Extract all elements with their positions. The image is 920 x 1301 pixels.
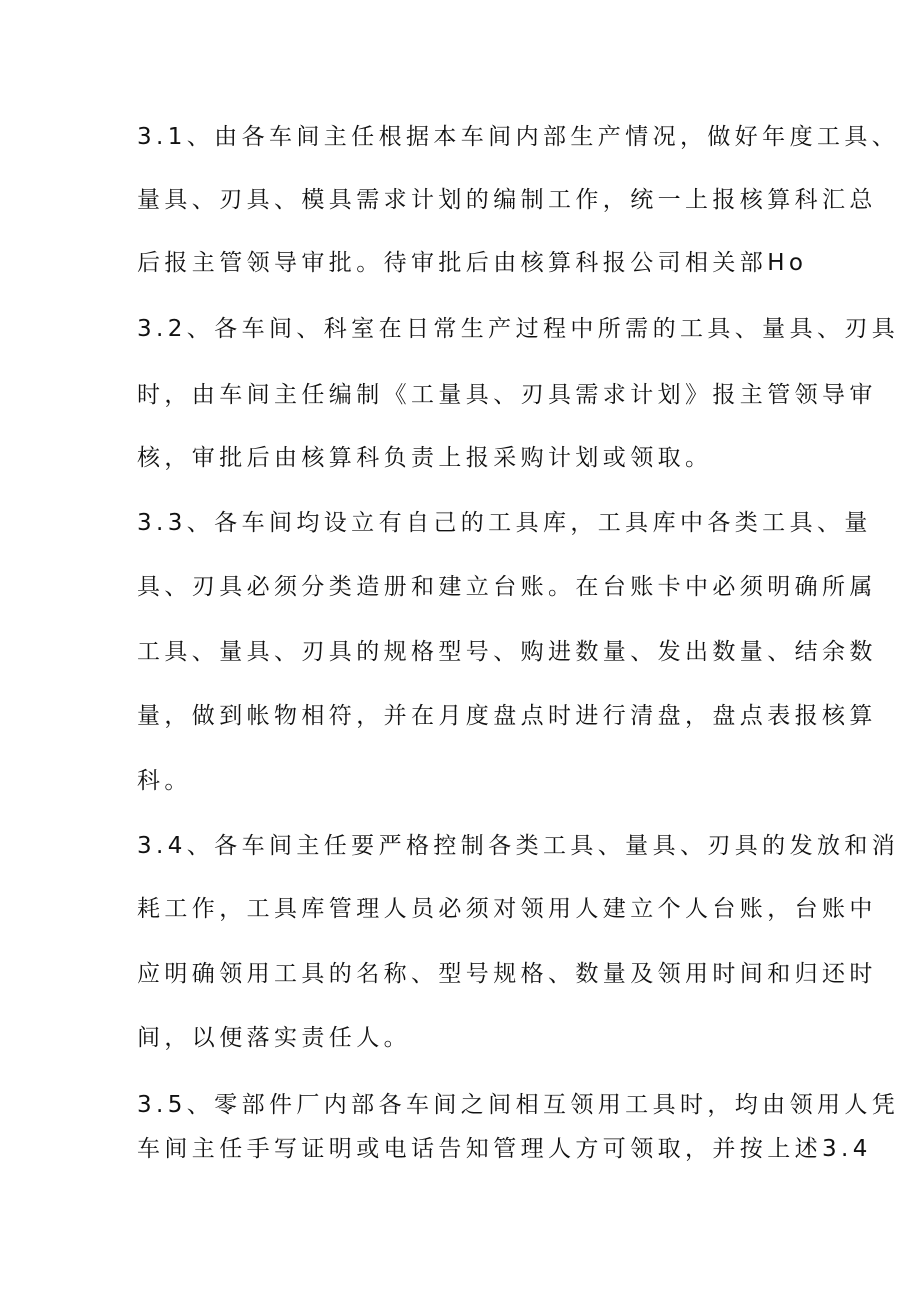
paragraph-3-4-line-3: 应明确领用工具的名称、型号规格、数量及领用时间和归还时 xyxy=(137,961,877,987)
paragraph-3-5-line-2: 车间主任手写证明或电话告知管理人方可领取，并按上述3.4 xyxy=(137,1136,872,1162)
paragraph-3-3-line-1: 3.3、各车间均设立有自己的工具库，工具库中各类工具、量 xyxy=(137,510,872,536)
paragraph-3-2-line-2: 时，由车间主任编制《工量具、刃具需求计划》报主管领导审 xyxy=(137,382,877,408)
paragraph-3-2-line-1: 3.2、各车间、科室在日常生产过程中所需的工具、量具、刃具 xyxy=(137,316,900,342)
paragraph-3-1-line-2: 量具、刃具、模具需求计划的编制工作，统一上报核算科汇总 xyxy=(137,187,877,213)
paragraph-3-5-line-1: 3.5、零部件厂内部各车间之间相互领用工具时，均由领用人凭 xyxy=(137,1092,900,1118)
paragraph-3-3-line-4: 量，做到帐物相符，并在月度盘点时进行清盘，盘点表报核算 xyxy=(137,703,877,729)
paragraph-3-1-line-3: 后报主管领导审批。待审批后由核算科报公司相关部Ho xyxy=(137,250,808,276)
paragraph-3-3-line-2: 具、刃具必须分类造册和建立台账。在台账卡中必须明确所属 xyxy=(137,574,877,600)
paragraph-3-4-line-1: 3.4、各车间主任要严格控制各类工具、量具、刃具的发放和消 xyxy=(137,833,900,859)
paragraph-3-2-line-3: 核，审批后由核算科负责上报采购计划或领取。 xyxy=(137,445,713,471)
paragraph-3-3-line-5: 科。 xyxy=(137,768,192,794)
paragraph-3-3-line-3: 工具、量具、刃具的规格型号、购进数量、发出数量、结余数 xyxy=(137,639,877,665)
paragraph-3-1-line-1: 3.1、由各车间主任根据本车间内部生产情况，做好年度工具、 xyxy=(137,124,900,150)
paragraph-3-4-line-4: 间，以便落实责任人。 xyxy=(137,1025,411,1051)
paragraph-3-4-line-2: 耗工作，工具库管理人员必须对领用人建立个人台账，台账中 xyxy=(137,896,877,922)
